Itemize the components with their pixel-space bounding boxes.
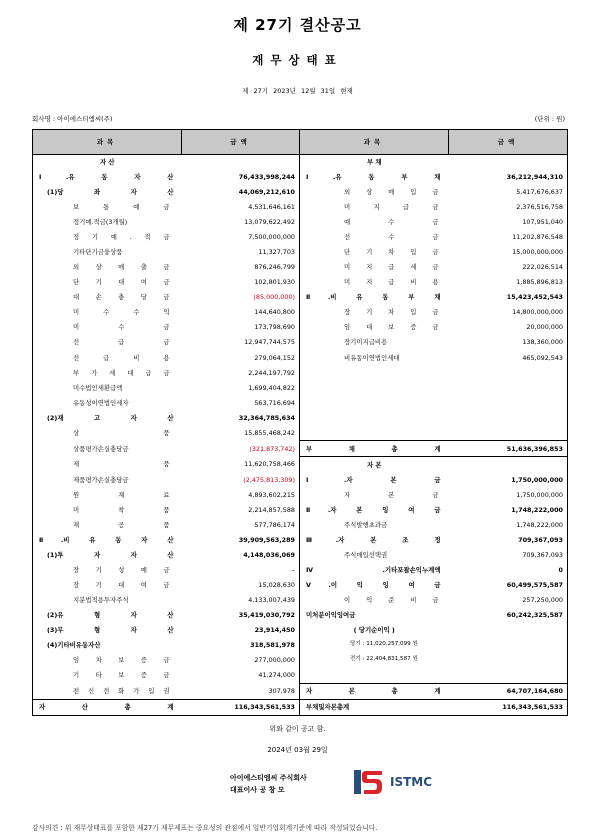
right-item-label: 부채및자본총계 [300, 699, 449, 715]
table-row [33, 425, 568, 441]
left-item-amount: 32,364,785,634 [182, 410, 300, 425]
table-row [33, 290, 568, 305]
left-item-amount: 577,786,174 [182, 517, 300, 532]
right-item-label: ( 당기순이익 ) [300, 622, 449, 637]
table-row [33, 380, 568, 395]
right-item-label: 자 본 총 계 [300, 683, 449, 699]
left-item-label: 유동성이연법인세자 [73, 398, 129, 407]
table-row [33, 683, 568, 699]
left-item-label: (3)무 형 자 산 [47, 625, 174, 634]
right-item-label: Ⅴ.이 익 잉 여 금 [300, 577, 449, 592]
left-item-amount: (85,000,000) [182, 290, 300, 305]
right-item-label: 미 지 급 금 [300, 200, 449, 215]
right-item-label: 주식발행초과금 [300, 517, 449, 532]
right-item-amount: 15,000,000,000 [512, 248, 563, 257]
left-item-amount: 4,893,602,215 [182, 487, 300, 502]
page-title: 제 27기 결산공고 [233, 16, 362, 34]
right-item-label: 주식매입선택권 [300, 547, 449, 562]
col-header-right-item: 과목 [300, 130, 449, 155]
right-item-label: 이 익 준 비 금 [300, 592, 449, 607]
right-item-label: 장기미지급비용 [300, 335, 449, 350]
right-item-amount: 1,748,222,000 [511, 505, 563, 514]
table-row [33, 410, 568, 425]
table-row [33, 668, 568, 684]
left-item-amount: 23,914,450 [182, 622, 300, 637]
left-item-label: 미 수 금 [73, 323, 170, 332]
left-item-label: 상품평가손실충당금 [73, 444, 129, 453]
right-item-amount: 60,242,325,587 [506, 610, 563, 619]
right-item-label: 부 채 [300, 155, 449, 171]
right-item-amount: 20,000,000 [526, 323, 563, 332]
left-item-label: Ⅱ.비 유 동 자 산 [39, 535, 174, 544]
right-item-label: 미 지 급 세 금 [300, 260, 449, 275]
right-item-label [300, 425, 449, 441]
left-item-amount: 7,500,000,000 [182, 230, 300, 245]
left-item-amount: 39,909,563,289 [182, 532, 300, 547]
left-item-amount: 15,855,468,242 [182, 425, 300, 441]
right-item-label: 임 대 보 증 금 [300, 320, 449, 335]
left-item-label: (2)유 형 자 산 [47, 610, 174, 619]
right-item-amount: 1,750,000,000 [516, 490, 563, 499]
left-item-label: 지분법적용투자주식 [73, 595, 129, 604]
right-item-amount [449, 638, 568, 653]
right-item-amount: 1,885,896,813 [516, 278, 563, 287]
right-item-label: Ⅱ.비 유 동 부 채 [300, 290, 449, 305]
right-item-amount: 709,367,093 [518, 535, 563, 544]
right-item-label: 선 수 금 [300, 230, 449, 245]
left-item-label: 미수법인세환급액 [73, 383, 123, 392]
right-item-amount [449, 622, 568, 637]
right-item-amount [449, 380, 568, 395]
balance-sheet-table [32, 129, 568, 716]
left-item-amount: 41,274,000 [182, 668, 300, 684]
right-item-label: 미처분이익잉여금 [300, 607, 449, 622]
left-item-label: Ⅰ.유 동 자 산 [39, 173, 174, 182]
logo-text: ISTMC [390, 775, 433, 789]
right-item-label: Ⅲ.자 본 조 정 [300, 532, 449, 547]
left-item-label: 재 공 품 [73, 520, 170, 529]
left-item-amount: 102,801,930 [182, 275, 300, 290]
right-item-label: 자 본 [300, 457, 449, 473]
right-item-amount: 116,343,561,533 [449, 699, 568, 715]
left-item-label: 대 손 충 당 금 [73, 293, 170, 302]
right-item-amount [449, 395, 568, 410]
left-item-amount: 11,327,703 [182, 245, 300, 260]
table-row [33, 350, 568, 365]
col-header-right-amount: 금액 [449, 130, 568, 155]
table-row [33, 653, 568, 668]
table-row [33, 472, 568, 487]
right-item-label: 미 지 급 비 용 [300, 275, 449, 290]
company-label: 회사명 : 아이에스티엠씨(주) [32, 115, 113, 123]
left-item-amount: 4,531,646,161 [182, 200, 300, 215]
table-row [33, 487, 568, 502]
left-item-label: 전 신 전 화 가 입 권 [73, 686, 170, 695]
left-item-label: 제 품 [73, 460, 170, 469]
right-item-label: Ⅰ.자 본 금 [300, 472, 449, 487]
right-item-label: 부 채 총 계 [300, 441, 449, 457]
left-item-label: 부 가 세 대 급 금 [73, 368, 170, 377]
right-item-amount: 14,800,000,000 [512, 308, 563, 317]
left-item-label: 미 착 품 [73, 505, 170, 514]
left-item-amount: 15,028,630 [182, 577, 300, 592]
left-item-amount: 2,244,197,792 [182, 365, 300, 380]
col-header-left-item: 과목 [33, 130, 182, 155]
left-item-amount: 4,148,036,069 [182, 547, 300, 562]
table-row [33, 320, 568, 335]
right-item-label [300, 365, 449, 380]
right-item-label [300, 410, 449, 425]
period-label: 제 27기 2023년 12월 31일 현재 [242, 87, 353, 95]
table-row [33, 457, 568, 473]
right-item-amount: 5,417,676,637 [516, 188, 563, 197]
left-item-amount: 318,581,978 [182, 638, 300, 653]
left-item-label: 제품평가손실충당금 [73, 475, 129, 484]
left-item-amount: 876,246,799 [182, 260, 300, 275]
right-item-amount: 1,750,000,000 [511, 475, 563, 484]
left-item-amount: 44,069,212,610 [182, 185, 300, 200]
left-item-amount: 35,419,030,792 [182, 607, 300, 622]
left-item-amount [182, 155, 300, 171]
right-item-label: 비유동이연법인세대 [300, 350, 449, 365]
right-item-amount [449, 155, 568, 171]
right-item-amount: 64,707,164,680 [449, 683, 568, 699]
statement-subtitle: 재무상태표 [252, 53, 343, 67]
right-item-amount: 222,026,514 [522, 263, 563, 272]
signature-block [230, 772, 307, 796]
left-item-label: (4)기타비유동자산 [47, 640, 101, 649]
unit-label: (단위 : 원) [534, 115, 565, 123]
right-item-amount: 60,499,575,587 [506, 580, 563, 589]
right-item-amount: 107,951,040 [522, 218, 563, 227]
logo-mark-icon [352, 767, 386, 797]
right-item-label: Ⅱ.자 본 잉 여 금 [300, 502, 449, 517]
table-row [33, 517, 568, 532]
table-header-row [33, 130, 568, 155]
left-item-label: 미 수 수 익 [73, 308, 170, 317]
table-row [33, 622, 568, 637]
table-row [33, 260, 568, 275]
table-row [33, 335, 568, 350]
left-item-amount: 277,000,000 [182, 653, 300, 668]
left-item-amount: (2,475,813,309) [182, 472, 300, 487]
right-item-amount: 138,360,000 [522, 338, 563, 347]
company-name: 아이에스티엠씨 주식회사 [230, 774, 307, 782]
right-item-label: Ⅳ.기타포괄손익누계액 [300, 562, 449, 577]
left-item-label: 보 통 예 금 [73, 203, 170, 212]
ceo-name: 대표이사 공 창 모 [230, 786, 285, 794]
right-item-amount: 36,212,944,310 [506, 173, 563, 182]
table-row [33, 502, 568, 517]
left-item-amount: 563,716,694 [182, 395, 300, 410]
left-item-label: 자 산 [99, 158, 115, 167]
left-item-label: 자 산 총 계 [33, 699, 182, 715]
left-item-amount: 1,699,404,822 [182, 380, 300, 395]
left-item-label: 기타단기금융상품 [73, 248, 123, 257]
right-item-label: 단 기 차 입 금 [300, 245, 449, 260]
table-row [33, 170, 568, 185]
table-row [33, 562, 568, 577]
right-item-amount [449, 425, 568, 441]
table-row [33, 275, 568, 290]
table-row [33, 441, 568, 457]
left-item-label: 원 재 료 [73, 490, 170, 499]
table-row [33, 532, 568, 547]
left-item-amount: 307,978 [182, 683, 300, 699]
table-row [33, 185, 568, 200]
left-item-label: 외 상 매 출 금 [73, 263, 170, 272]
table-row [33, 577, 568, 592]
right-item-amount [449, 653, 568, 668]
right-item-amount: 1,748,222,000 [516, 520, 563, 529]
right-item-amount: 257,250,000 [522, 595, 563, 604]
left-item-amount: 2,214,857,588 [182, 502, 300, 517]
table-row [33, 395, 568, 410]
left-item-label: 임 차 보 증 금 [73, 655, 170, 664]
right-item-label: Ⅰ.유 동 부 채 [300, 170, 449, 185]
left-item-label: 장 기 대 여 금 [73, 580, 170, 589]
right-item-label: 장 기 차 입 금 [300, 305, 449, 320]
right-item-label: 예 수 금 [300, 215, 449, 230]
right-item-amount: 15,423,452,543 [506, 293, 563, 302]
right-item-amount: 2,376,516,758 [516, 203, 563, 212]
istmc-logo [352, 767, 442, 797]
right-item-amount: 709,367,093 [522, 550, 563, 559]
table-row [33, 230, 568, 245]
right-item-amount [449, 410, 568, 425]
col-header-left-amount: 금액 [182, 130, 300, 155]
notice-text: 위와 같이 공고 함. [269, 725, 326, 733]
right-item-amount: 51,636,396,853 [449, 441, 568, 457]
table-row [33, 592, 568, 607]
left-item-amount: 4,133,007,439 [182, 592, 300, 607]
left-item-amount: – [182, 562, 300, 577]
left-item-amount: 116,343,561,533 [182, 699, 300, 715]
right-item-label: 외 상 매 입 금 [300, 185, 449, 200]
right-item-amount: 465,092,543 [522, 353, 563, 362]
left-item-label: 단 기 대 여 금 [73, 278, 170, 287]
left-item-label: 장 기 성 예 금 [73, 565, 170, 574]
left-item-amount: 12,947,744,575 [182, 335, 300, 350]
right-item-label: 전기 : 22,404,831,587 원 [300, 653, 449, 668]
left-item-label: 정 기 예 . 적 금 [73, 233, 170, 242]
table-row [33, 365, 568, 380]
notice-date: 2024년 03월 29일 [267, 746, 328, 754]
left-item-label: 선 급 금 [73, 338, 170, 347]
left-item-label: 기 타 보 증 금 [73, 671, 170, 680]
left-item-amount: (321,873,742) [182, 441, 300, 457]
right-item-label [300, 380, 449, 395]
left-item-label: (1)당 좌 자 산 [47, 188, 174, 197]
right-item-amount [449, 668, 568, 684]
table-row [33, 245, 568, 260]
left-item-label: 선 급 비 용 [73, 353, 170, 362]
table-row [33, 305, 568, 320]
left-item-label: 정기예.적금(3개월) [73, 218, 128, 227]
table-row [33, 607, 568, 622]
right-item-label: 자 본 금 [300, 487, 449, 502]
right-item-label: 당기 : 11,020,257,099 원 [300, 638, 449, 653]
right-item-amount: 0 [558, 565, 563, 574]
table-row [33, 699, 568, 715]
left-item-label: (1)투 자 자 산 [47, 550, 174, 559]
table-row [33, 547, 568, 562]
left-item-label: 상 품 [73, 428, 170, 437]
left-item-amount: 279,064,152 [182, 350, 300, 365]
left-item-amount: 76,433,998,244 [182, 170, 300, 185]
audit-opinion: 감사의견 : 위 재무상태표를 포함한 제27기 재무제표는 중요성의 관점에서 일반기업회계기준에 따라 작성되었습니다. [32, 824, 378, 832]
left-item-label: (2)재 고 자 산 [47, 413, 174, 422]
table-row [33, 215, 568, 230]
right-item-amount: 11,202,876,548 [512, 233, 563, 242]
left-item-amount: 173,798,690 [182, 320, 300, 335]
right-item-label [300, 395, 449, 410]
table-row [33, 200, 568, 215]
left-item-amount: 144,640,800 [182, 305, 300, 320]
table-row [33, 638, 568, 653]
table-row [33, 155, 568, 171]
right-item-amount [449, 457, 568, 473]
right-item-amount [449, 365, 568, 380]
right-item-label [300, 668, 449, 684]
left-item-amount: 13,079,622,492 [182, 215, 300, 230]
left-item-amount: 11,620,758,466 [182, 457, 300, 473]
